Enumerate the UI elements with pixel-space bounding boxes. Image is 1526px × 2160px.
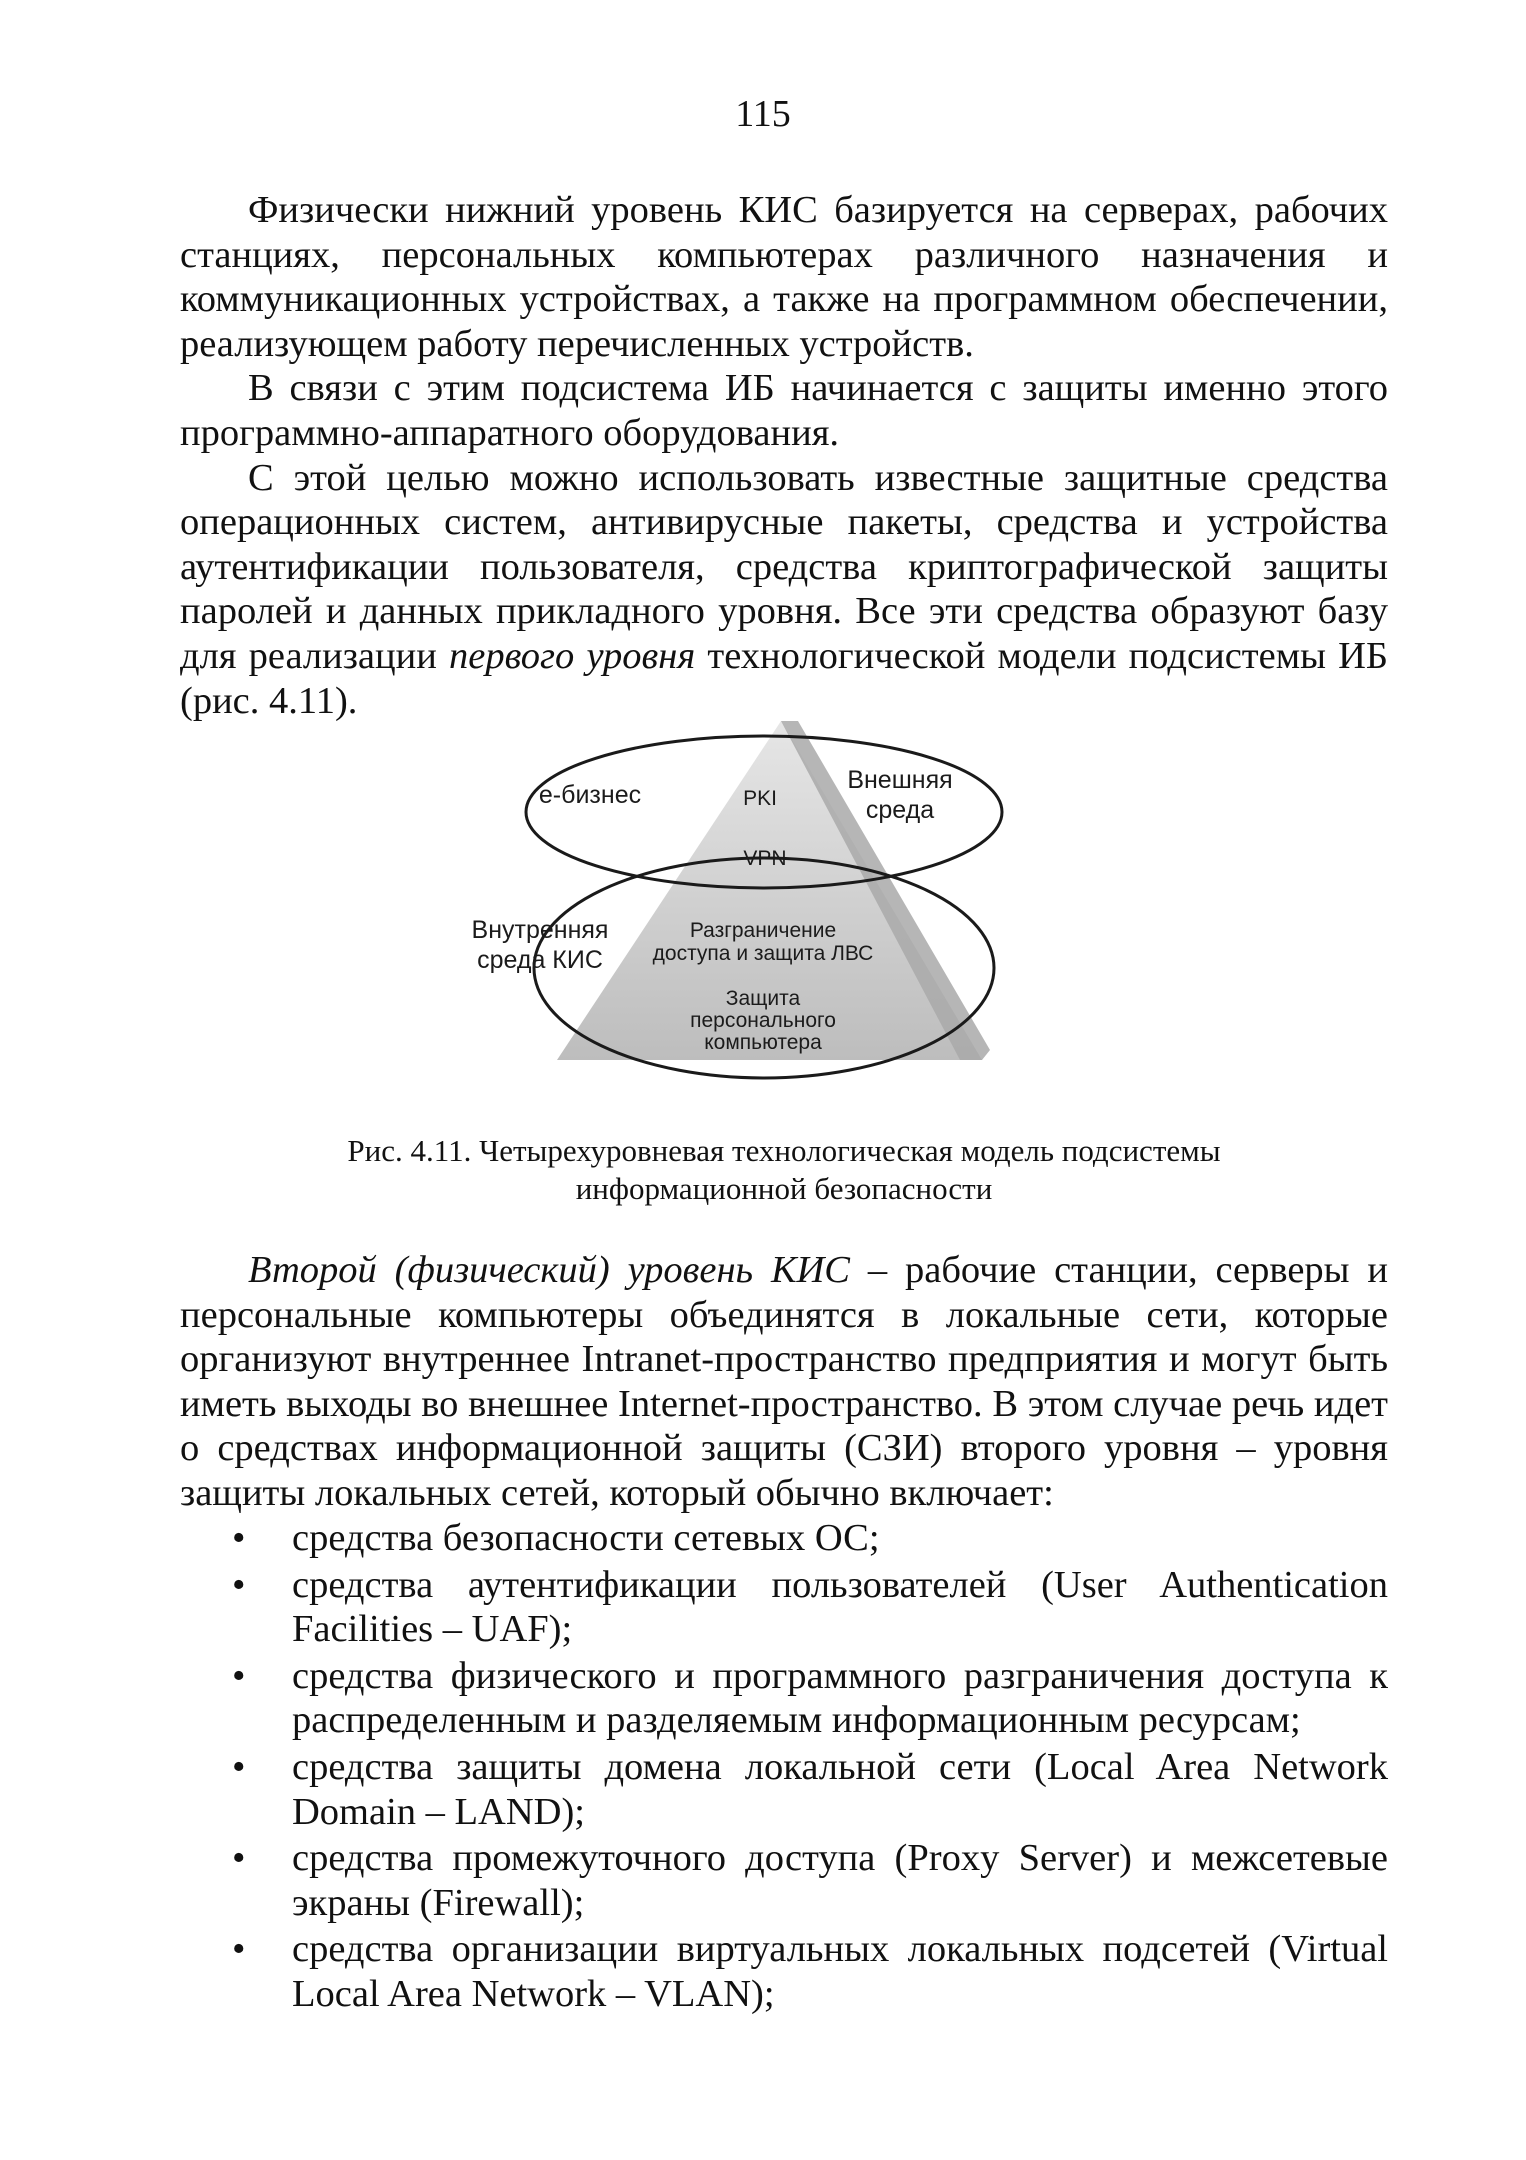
label-pc-3: компьютера: [704, 1031, 822, 1054]
second-level-text: [180, 1248, 1388, 1516]
label-external-1: Внешняя: [847, 766, 953, 794]
bullet-icon: •: [232, 1517, 246, 1559]
list-item: • средства аутентификации пользователей (User Authentication Facilities – UAF);: [232, 1563, 1388, 1651]
label-lan-1: Разграничение: [689, 919, 837, 942]
caption-line: информационной безопасности: [575, 1171, 993, 1206]
list-item: • средства безопасности сетевых ОС;: [232, 1517, 880, 1559]
figure-caption: [180, 1132, 1388, 1208]
label-e-business: е-бизнес: [538, 781, 642, 809]
label-external-2: среда: [865, 796, 935, 824]
bullet-icon: •: [232, 1654, 246, 1697]
paragraph: С этой целью можно использовать известные защитные средства операционных систем, антивирусные пакеты, средства и устройства аутентификации пользователя, средства криптографической защиты паролей и данных прикладного уровня. Все эти средства образуют базу для реализации первого уровня технологической модели подсистемы ИБ (рис. 4.11).: [180, 456, 1388, 722]
label-lan-2: доступа и защита ЛВС: [652, 942, 874, 965]
bullet-icon: •: [232, 1837, 246, 1880]
label-pc-2: персонального: [690, 1009, 836, 1032]
emphasis: Второй (физический) уровень КИС: [248, 1249, 850, 1291]
figure-security-model: [430, 700, 1050, 1120]
paragraph: Второй (физический) уровень КИС – рабочие станции, серверы и персональные компьютеры объединятся в локальные сети, которые организуют внутреннее Intranet-пространство предприятия и могут быть иметь выходы во внешнее Internet-пространство. В этом случае речь идет о средствах информационной защиты (СЗИ) второго уровня – уровня защиты локальных сетей, который обычно включает:: [180, 1249, 1388, 1514]
list-item: • средства защиты домена локальной сети (Local Area Network Domain – LAND);: [232, 1745, 1388, 1833]
caption-line: Рис. 4.11. Четырехуровневая технологическая модель подсистемы: [347, 1133, 1221, 1168]
intro-text: [180, 188, 1388, 723]
bullet-icon: •: [232, 1928, 246, 1971]
bullet-list: [180, 1516, 1388, 2019]
bullet-icon: •: [232, 1745, 246, 1788]
list-item: • средства организации виртуальных локальных подсетей (Virtual Local Area Network – VLAN);: [232, 1928, 1388, 2015]
paragraph: Физически нижний уровень КИС базируется на серверах, рабочих станциях, персональных компьютерах различного назначения и коммуникационных устройствах, а также на программном обеспечении, реализующем работу перечисленных устройств.: [180, 189, 1388, 365]
list-item: • средства физического и программного разграничения доступа к распределенным и разделяемым информационным ресурсам;: [232, 1654, 1388, 1742]
label-pc-1: Защита: [725, 987, 801, 1010]
label-internal-2: среда КИС: [477, 946, 603, 974]
bullet-icon: •: [232, 1563, 246, 1606]
page-number: 115: [735, 93, 791, 135]
paragraph: В связи с этим подсистема ИБ начинается с защиты именно этого программно-аппаратного оборудования.: [180, 367, 1388, 454]
label-pki: PKI: [743, 787, 777, 810]
list-item: • средства промежуточного доступа (Proxy Server) и межсетевые экраны (Firewall);: [232, 1837, 1388, 1924]
label-internal-1: Внутренняя: [471, 916, 609, 944]
label-vpn: VPN: [743, 847, 787, 870]
emphasis: первого уровня: [448, 634, 696, 677]
